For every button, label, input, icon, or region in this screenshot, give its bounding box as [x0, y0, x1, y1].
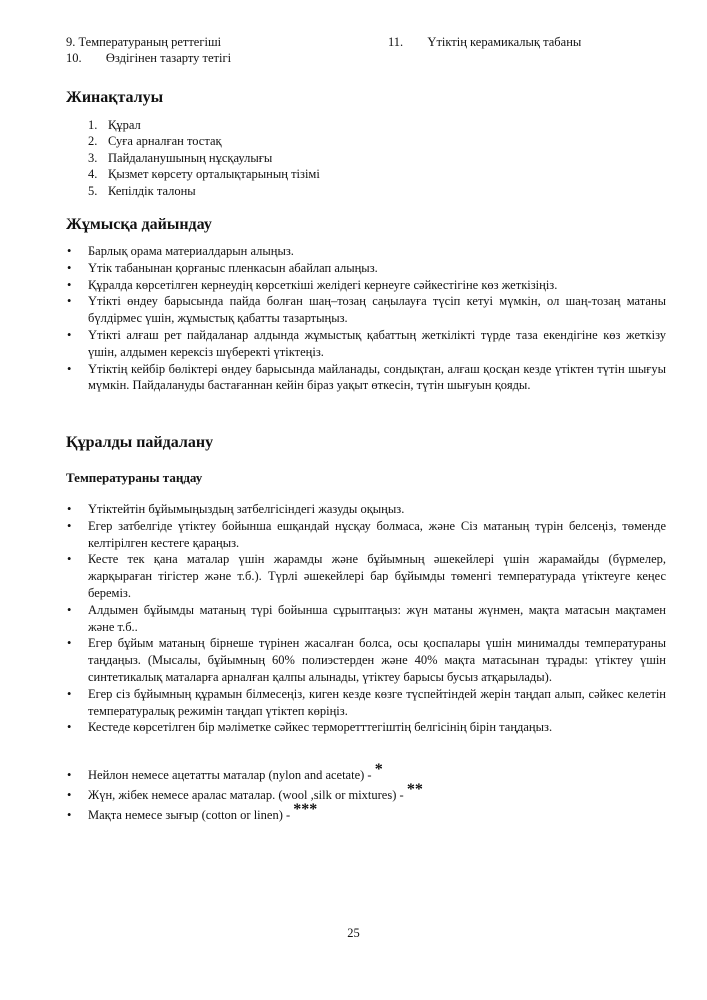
- fabric-item-wool: • Жүн, жібек немесе аралас маталар. (wool ,silk or mixtures) - **: [66, 785, 666, 805]
- fabric-item-nylon: • Нейлон немесе ацетатты маталар (nylon and acetate) - *: [66, 765, 666, 785]
- list-item: • Үтікті өндеу барысында пайда болған шаң–тозаң саңылауға түсіп кетуі мүмкін, ол шаң-тозаң матаны бүлдірмес үшін, жұмыстық қабатты тазартыңыз.: [66, 293, 666, 327]
- contents-list: [88, 117, 320, 199]
- list-item: 3. Пайдаланушының нұсқаулығы: [88, 150, 273, 165]
- list-item: 4. Қызмет көрсету орталықтарының тізімі: [88, 167, 320, 182]
- list-item: • Егер затбелгіде үтіктеу бойынша ешқандай нұсқау болмаса, және Сіз матаның түрін белсеңіз, төменде келтірілген кестеге қараңыз.: [66, 518, 666, 552]
- list-item: • Үтіктің кейбір бөліктері өндеу барысында майланады, сондықтан, алғаш қосқан кезде үтіктен түтін шығуы мүмкін. Пайдалануды бастағаннан кейін біраз уақыт өткесін, түтін шығуын қояды.: [66, 361, 666, 395]
- usage-heading: Құралды пайдалану: [66, 434, 214, 451]
- fabric-item-cotton: • Мақта немесе зығыр (cotton or linen) - ***: [66, 805, 666, 825]
- list-item: • Үтік табанынан қорғаныс пленкасын абайлап алыңыз.: [66, 260, 666, 277]
- usage-list: [66, 501, 666, 736]
- list-item: • Құралда көрсетілген кернеудің көрсеткіші желідегі кернеуге сәйкестігіне көз жеткізіңіз.: [66, 277, 666, 294]
- list-item: • Барлық орама материалдарын алыңыз.: [66, 243, 666, 260]
- part-item-9: 9. Температураның реттегіші: [66, 35, 222, 49]
- part-item-11: [388, 34, 581, 50]
- list-item: 2. Суға арналған тостақ: [88, 134, 222, 149]
- part-item-11-text: Үтіктің керамикалық табаны: [427, 35, 582, 49]
- contents-heading: Жинақталуы: [66, 89, 164, 106]
- part-item-10-text: Өздігінен тазарту тетігі: [105, 51, 232, 65]
- part-item-10-number: 10.: [66, 51, 82, 65]
- two-dot-marker: **: [406, 781, 423, 798]
- list-item: • Алдымен бұйымды матаның түрі бойынша сұрыптаңыз: жүн матаны жүнмен, мақта матасын мақтамен және т.б..: [66, 602, 666, 636]
- list-item: • Кесте тек қана маталар үшін жарамды және бұйымның әшекейлері үшін жарамайды (бүрмелер, жарқыраған тігістер және т.б.). Түрлі әшекейлері бар бұйымды төменгі температурада үтіктеуге кеңес береміз.: [66, 551, 666, 601]
- preparation-list: [66, 243, 666, 394]
- part-item-11-number: 11.: [388, 35, 404, 49]
- list-item: • Үтіктейтін бұйымыңыздың затбелгісіндегі жазуды оқыңыз.: [66, 501, 666, 518]
- list-item: 5. Кепілдік талоны: [88, 183, 196, 198]
- part-item-10: [66, 50, 231, 66]
- list-item: • Үтікті алғаш рет пайдаланар алдында жұмыстық қабаттың жеткілікті түрде таза екендігіне көз жеткізу үшін, алдымен керексіз шүберекті үтіктеңіз.: [66, 327, 666, 361]
- list-item: • Егер бұйым матаның бірнеше түрінен жасалған болса, осы қоспалары үшін минималды температураны таңдаңыз. (Мысалы, бұйымның 60% полиэстерден және 40% мақта матасынан тұрады: үтіктеу үшін синтетикалық маталарға арналған қалпы алынады, үтіктеу барысы бусыз атқарылады).: [66, 635, 666, 685]
- list-item: • Кестеде көрсетілген бір мәліметке сәйкес терморетттегіштің белгісінің бірін таңдаңыз.: [66, 719, 666, 736]
- three-dot-marker: ***: [293, 801, 318, 818]
- preparation-heading: Жұмысқа дайындау: [66, 216, 212, 233]
- fabric-list: [66, 761, 666, 825]
- one-dot-marker: *: [374, 761, 383, 778]
- temperature-subheading: Температураны таңдау: [66, 470, 203, 485]
- page-number: 25: [347, 926, 360, 940]
- list-item: • Егер сіз бұйымның құрамын білмесеңіз, киген кезде көзге түспейтіндей жерін таңдап алып, сәйкес келетін температуралық режимін таңдап үтіктеп көріңіз.: [66, 686, 666, 720]
- list-item: 1. Құрал: [88, 118, 141, 132]
